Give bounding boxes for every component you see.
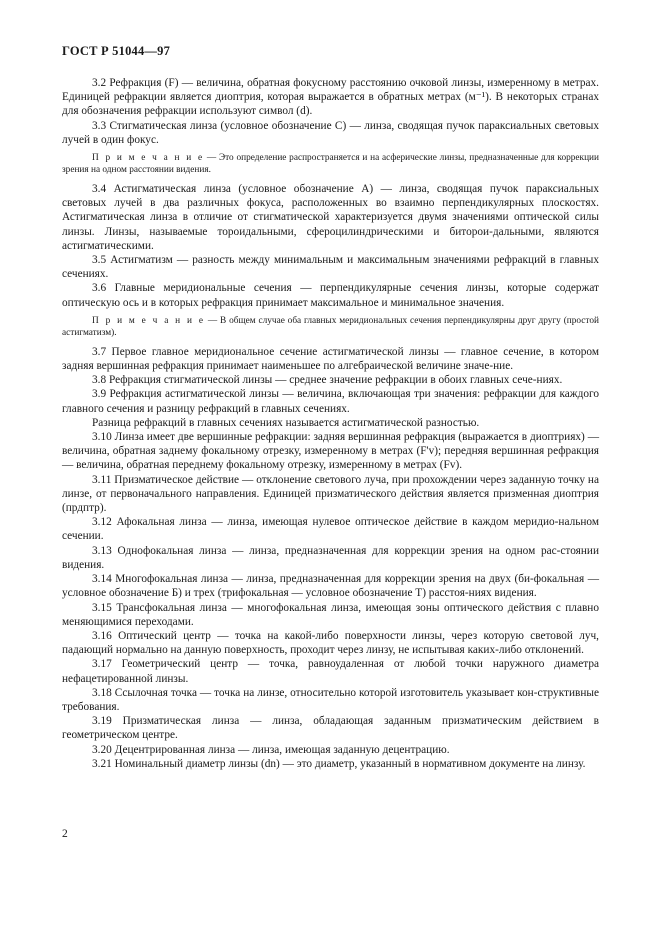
standard-header: ГОСТ Р 51044—97	[62, 44, 171, 58]
clause-3-17: 3.17 Геометрический центр — точка, равноудаленная от любой точки наружного диаметра нефацетированной линзы.	[62, 658, 599, 685]
clause-3-8: 3.8 Рефракция стигматической линзы — среднее значение рефракции в обоих главных сече-ниях.	[92, 374, 563, 387]
clause-3-9-continuation: Разница рефракций в главных сечениях называется астигматической разностью.	[92, 416, 480, 429]
clause-3-4: 3.4 Астигматическая линза (условное обозначение А) — линза, сводящая пучок параксиальных световых лучей в два различных фокуса, расположенных во взаимно перпендикулярных плоскостях. Астигматическая линза в отличие от стигматической характеризуется двумя значениями оптической силы линзы. Линзы, называемые тороидальными, сфероцилиндрическими и биторои-дальными, являются астигматическими.	[62, 183, 599, 252]
clause-3-15: 3.15 Трансфокальная линза — многофокальная линза, имеющая зоны оптического действия с плавно меняющимися переходами.	[62, 601, 599, 628]
clause-3-11: 3.11 Призматическое действие — отклонение светового луча, при прохождении через заданную точку на линзе, от первоначального направления. Единицей призматического действия является призменная диоптрия (прдптр).	[62, 473, 599, 515]
note-1	[62, 152, 599, 176]
clause-3-21: 3.21 Номинальный диаметр линзы (dn) — это диаметр, указанный в нормативном документе на линзу.	[92, 757, 586, 770]
note-1-text: — Это определение распространяется и на асферические линзы, предназначенные для коррекции зрения на одном расстоянии видения.	[62, 153, 599, 176]
clause-3-14: 3.14 Многофокальная линза — линза, предназначенная для коррекции зрения на двух (би-фокальная — условное обозначение Б) и трех (трифокальная — условное обозначение Т) расстоя-ниях видения.	[62, 573, 599, 600]
note-2	[62, 315, 599, 339]
note-2-text: — В общем случае оба главных меридиональных сечения перпендикулярны друг другу (простой астигматизм).	[62, 315, 599, 338]
clause-3-12: 3.12 Афокальная линза — линза, имеющая нулевое оптическое действие в каждом меридио-нальном сечении.	[62, 516, 599, 543]
clause-3-20: 3.20 Децентрированная линза — линза, имеющая заданную децентрацию.	[92, 743, 450, 756]
clause-3-13: 3.13 Однофокальная линза — линза, предназначенная для коррекции зрения на одном рас-стоянии видения.	[62, 544, 599, 571]
clause-3-18: 3.18 Ссылочная точка — точка на линзе, относительно которой изготовитель указывает кон-структивные требования.	[62, 686, 599, 713]
clause-3-10: 3.10 Линза имеет две вершинные рефракции: задняя вершинная рефракция (выражается в диоптриях) — величина, обратная заднему фокальному отрезку, измеренному в метрах (F'v); передняя вершинная рефракция — величина, обратная переднему фокальному отрезку, измеренному в метрах (Fv).	[62, 431, 599, 472]
clause-3-16: 3.16 Оптический центр — точка на какой-либо поверхности линзы, через которую световой луч, падающий нормально на данную поверхность, проходит через линзу, не испытывая каких-либо отклонений.	[62, 629, 599, 657]
clause-3-5: 3.5 Астигматизм — разность между минимальным и максимальным значениями рефракций в главных сечениях.	[62, 254, 599, 281]
page-number: 2	[62, 828, 68, 840]
clause-3-9: 3.9 Рефракция астигматической линзы — величина, включающая три значения: рефракции для каждого главного сечения и разницу рефракций в главных сечениях.	[62, 388, 599, 415]
document-body	[62, 76, 599, 771]
clause-3-3: 3.3 Стигматическая линза (условное обозначение С) — линза, сводящая пучок параксиальных световых лучей в один фокус.	[62, 119, 599, 146]
note-1-label: П р и м е ч а н и е	[92, 153, 205, 164]
note-2-label: П р и м е ч а н и е	[92, 315, 205, 326]
clause-3-19: 3.19 Призматическая линза — линза, обладающая заданным призматическим действием в геометрическом центре.	[62, 715, 599, 742]
clause-3-7: 3.7 Первое главное меридиональное сечение астигматической линзы — главное сечение, в котором задняя вершинная рефракция принимает наименьшее по алгебраической величине значе-ние.	[62, 345, 599, 373]
clause-3-6: 3.6 Главные меридиональные сечения — перпендикулярные сечения линзы, которые содержат оптическую ось и в которых рефракция принимает максимальное и минимальное значения.	[62, 282, 599, 309]
clause-3-2: 3.2 Рефракция (F) — величина, обратная фокусному расстоянию очковой линзы, измеренному в метрах. Единицей рефракции является диоптрия, которая выражается в обратных метрах (м⁻¹). В некоторых странах для обозначения рефракции используют символ (d).	[62, 77, 599, 118]
